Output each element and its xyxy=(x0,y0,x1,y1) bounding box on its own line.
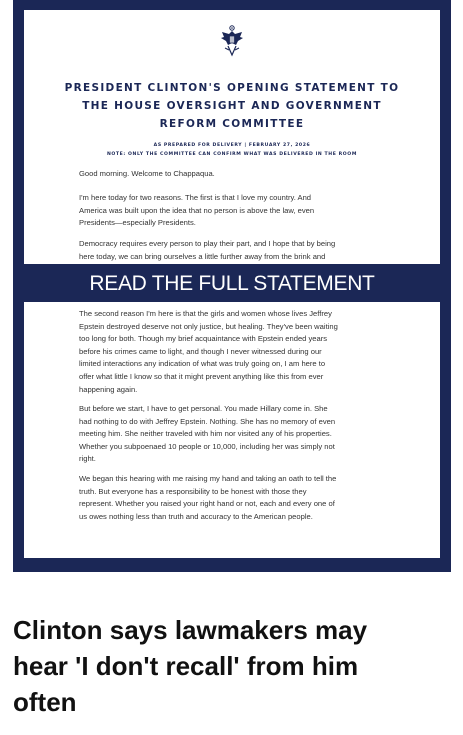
statement-title-line: THE HOUSE OVERSIGHT AND GOVERNMENT xyxy=(82,100,382,112)
statement-title-line: PRESIDENT CLINTON'S OPENING STATEMENT TO xyxy=(64,82,400,94)
statement-paragraph xyxy=(79,168,409,181)
headline-line: often xyxy=(13,687,77,717)
statement-paragraph xyxy=(79,308,409,396)
note-line: NOTE: ONLY THE COMMITTEE CAN CONFIRM WHAT WAS DELIVERED IN THE ROOM xyxy=(106,152,357,157)
statement-line: Whether you subpoenaed 10 people or 10,000, including her was simply not xyxy=(79,441,335,451)
statement-line: truth. But everyone has a responsibility to be honest with those they xyxy=(79,486,307,496)
statement-line: But before we start, I have to get personal. You made Hillary come in. She xyxy=(79,404,328,413)
statement-paragraph xyxy=(79,473,409,523)
statement-line: represent. Whether you raised your right hand or not, each and every one of xyxy=(79,499,335,509)
statement-line: America was built upon the idea that no person is above the law, even xyxy=(79,205,315,215)
read-full-statement-banner[interactable]: READ THE FULL STATEMENT xyxy=(13,267,451,300)
statement-page-top xyxy=(24,10,440,264)
statement-paragraph xyxy=(79,403,409,466)
statement-line: Epstein destroyed deserve not only justice, but healing. They've been waiting xyxy=(79,321,338,331)
statement-line: happening again. xyxy=(79,384,138,394)
statement-line: The second reason I'm here is that the girls and women whose lives Jeffrey xyxy=(79,309,332,318)
statement-line: right. xyxy=(79,454,96,464)
delivery-line: AS PREPARED FOR DELIVERY | FEBRUARY 27, 2026 xyxy=(153,143,311,148)
statement-title xyxy=(24,79,440,133)
statement-line: before his crimes came to light, and though I never witnessed during our xyxy=(79,346,322,356)
statement-title-line: REFORM COMMITTEE xyxy=(159,118,305,130)
statement-line: meeting him. She neither traveled with him nor visited any of his properties. xyxy=(79,429,332,439)
statement-line: here today, we can bring ourselves a little further away from the brink and xyxy=(79,251,326,261)
statement-image[interactable] xyxy=(13,0,451,572)
statement-line: us owes nothing less than truth and accuracy to the American people. xyxy=(79,511,313,521)
statement-line: We began this hearing with me raising my hand and taking an oath to tell the xyxy=(79,474,337,483)
article-headline[interactable] xyxy=(13,612,453,720)
statement-line: offer what little I know so that it might prevent anything like this from ever xyxy=(79,371,324,381)
headline-line: hear 'I don't recall' from him xyxy=(13,651,359,681)
statement-line: had nothing to do with Jeffrey Epstein. Nothing. She has no memory of even xyxy=(79,416,336,426)
statement-line: limited interactions any indication of what was truly going on, I am here to xyxy=(79,359,326,369)
statement-line: Good morning. Welcome to Chappaqua. xyxy=(79,169,215,178)
statement-line: Democracy requires every person to play their part, and I hope that by being xyxy=(79,239,336,248)
statement-paragraph xyxy=(79,238,409,263)
statement-line: Presidents—especially Presidents. xyxy=(79,218,196,228)
statement-line: too long for both. Though my brief acquaintance with Epstein ended years xyxy=(79,334,328,344)
headline-line: Clinton says lawmakers may xyxy=(13,615,368,645)
statement-page-bottom xyxy=(24,302,440,558)
eagle-seal-icon xyxy=(219,24,245,58)
statement-line: I'm here today for two reasons. The first is that I love my country. And xyxy=(79,193,312,202)
statement-paragraph xyxy=(79,192,409,230)
